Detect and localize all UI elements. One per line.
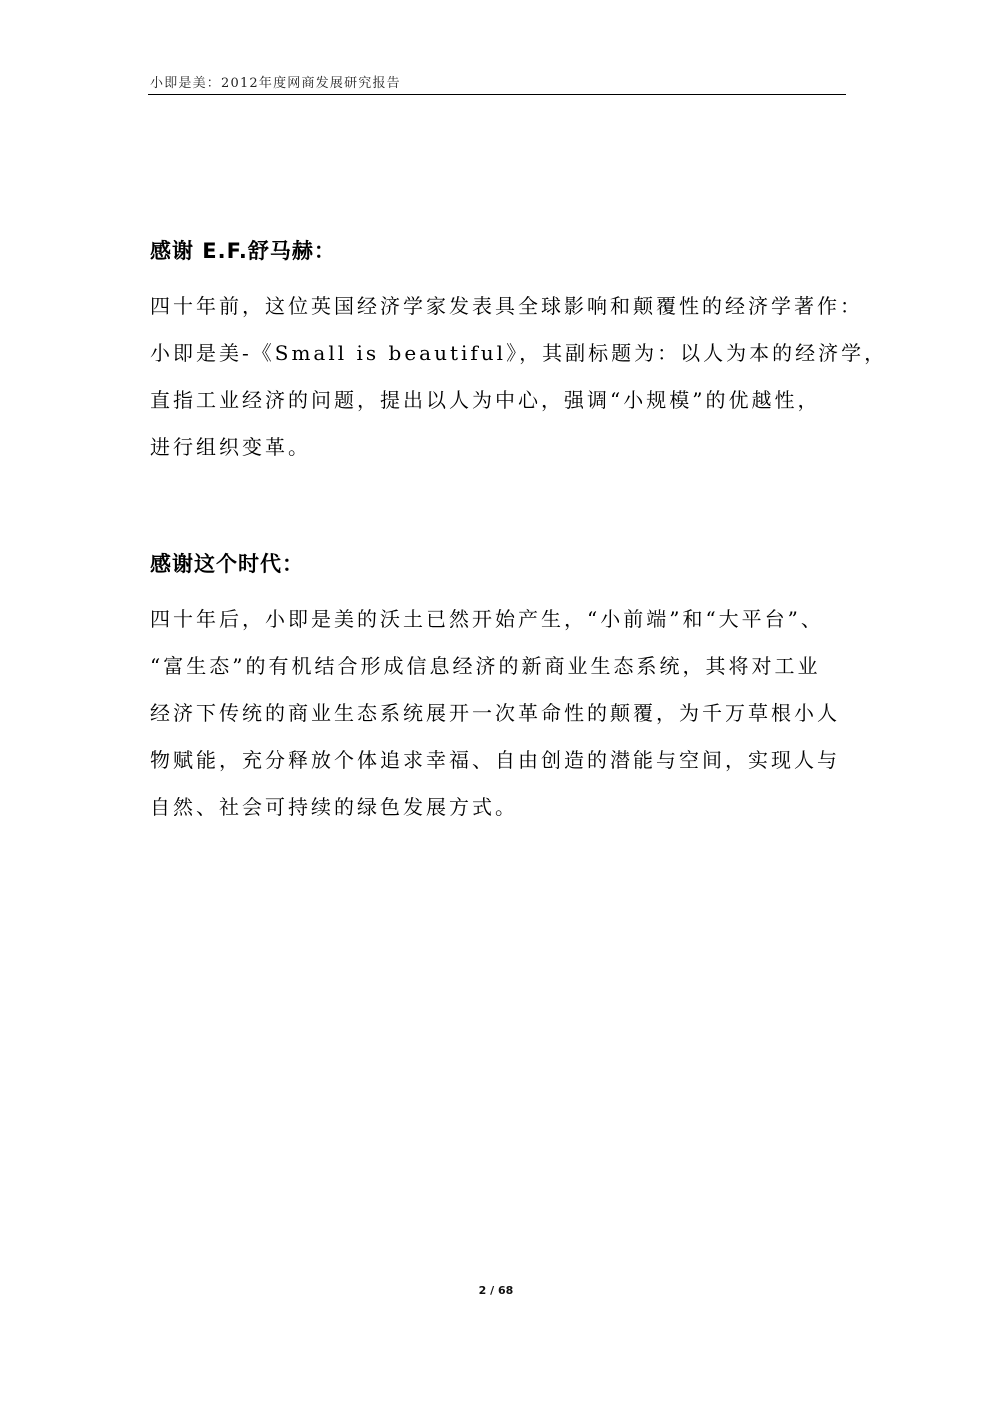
section-title: 感谢 E.F.舒马赫： [150,239,336,263]
section-thanks-schumacher [150,236,888,471]
paragraph-line: 小即是美-《Small is beautiful》，其副标题为：以人为本的经济学， [150,341,888,365]
header-title: 小即是美：2012年度网商发展研究报告 [150,76,401,91]
paragraph-line: 四十年后，小即是美的沃土已然开始产生，“小前端”和“大平台”、 [150,607,824,631]
section-title: 感谢这个时代： [150,552,304,576]
page-header [148,72,846,95]
paragraph-line: 进行组织变革。 [150,435,311,459]
paragraph-line: “富生态”的有机结合形成信息经济的新商业生态系统，其将对工业 [150,654,821,678]
section-thanks-era [150,549,850,831]
paragraph-line: 四十年前，这位英国经济学家发表具全球影响和颠覆性的经济学著作： [150,294,863,318]
paragraph-line: 直指工业经济的问题，提出以人为中心，强调“小规模”的优越性， [150,388,821,412]
paragraph-line: 经济下传统的商业生态系统展开一次革命性的颠覆，为千万草根小人 [150,701,840,725]
paragraph-line: 物赋能，充分释放个体追求幸福、自由创造的潜能与空间，实现人与 [150,748,840,772]
paragraph-line: 自然、社会可持续的绿色发展方式。 [150,795,518,819]
page-number: 2 / 68 [478,1284,514,1297]
